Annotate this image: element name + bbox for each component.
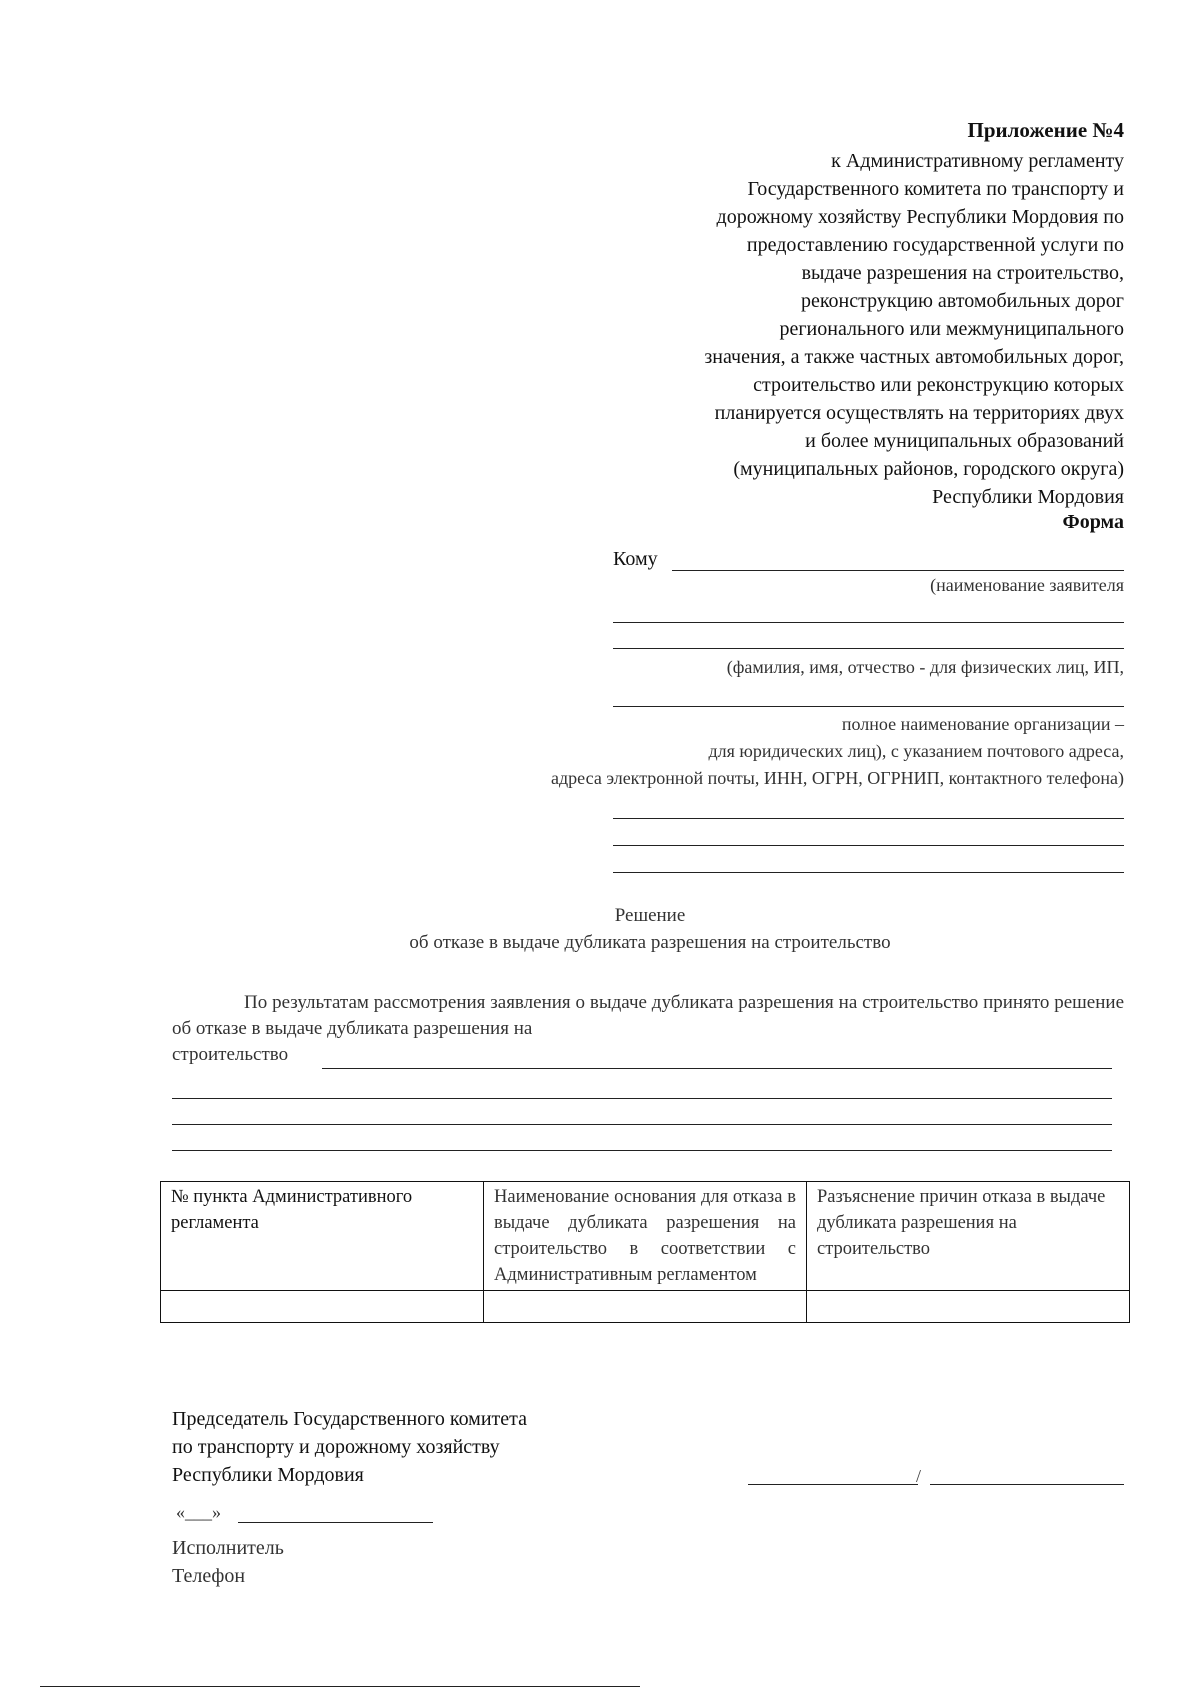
table-cell[interactable]	[161, 1291, 484, 1323]
footnote-separator	[40, 1686, 640, 1687]
signer-title-3: Республики Мордовия	[172, 1464, 364, 1486]
table-cell[interactable]	[807, 1291, 1130, 1323]
signer-title-1: Председатель Государственного комитета	[172, 1408, 528, 1430]
appendix-line: регионального или межмуниципального	[779, 318, 1124, 340]
appendix-line: реконструкцию автомобильных дорог	[800, 290, 1124, 312]
date-line	[238, 1522, 433, 1523]
decision-body-end: строительство	[172, 1044, 289, 1065]
decision-subtitle: об отказе в выдаче дубликата разрешения на строительство	[409, 932, 891, 953]
signature-line	[748, 1484, 918, 1485]
blank-line	[613, 706, 1124, 707]
appendix-line: строительство или реконструкцию которых	[753, 374, 1124, 396]
refusal-table	[160, 1181, 1130, 1323]
appendix-line: и более муниципальных образований	[805, 430, 1124, 452]
hint-org-2: для юридических лиц), с указанием почтового адреса,	[708, 741, 1124, 761]
recipient-label: Кому	[613, 548, 658, 570]
table-row	[161, 1291, 1130, 1323]
signer-title-2: по транспорту и дорожному хозяйству	[172, 1436, 500, 1458]
executor-label: Исполнитель	[172, 1537, 284, 1559]
appendix-title: Приложение №4	[967, 118, 1124, 142]
recipient-line	[672, 570, 1124, 571]
appendix-lines	[564, 147, 1124, 511]
blank-line	[613, 818, 1124, 819]
blank-line	[613, 872, 1124, 873]
blank-line	[613, 648, 1124, 649]
blank-line	[613, 622, 1124, 623]
form-label: Форма	[1062, 511, 1124, 533]
hint-org-3: адреса электронной почты, ИНН, ОГРН, ОГРНИП, контактного телефона)	[551, 768, 1124, 788]
header-refusal-explanation: Разъяснение причин отказа в выдаче дубликата разрешения на строительство	[807, 1182, 1130, 1291]
hint-person: (фамилия, имя, отчество - для физических лиц, ИП,	[726, 657, 1124, 677]
blank-line	[172, 1150, 1112, 1151]
decision-body: По результатам рассмотрения заявления о выдаче дубликата разрешения на строительство принято решение об отказе в выдаче дубликата разрешения на	[172, 992, 1124, 1039]
appendix-line: дорожному хозяйству Республики Мордовия по	[716, 206, 1124, 228]
header-clause-number: № пункта Административного регламента	[161, 1182, 484, 1291]
signature-block	[172, 1405, 527, 1489]
hint-applicant: (наименование заявителя	[930, 575, 1124, 595]
signature-separator: /	[916, 1466, 922, 1486]
appendix-line: Государственного комитета по транспорту и	[747, 178, 1124, 200]
appendix-line: к Административному регламенту	[831, 150, 1124, 172]
appendix-line: предоставлению государственной услуги по	[746, 234, 1124, 256]
table-cell[interactable]	[484, 1291, 807, 1323]
blank-line	[322, 1068, 1112, 1069]
header-refusal-ground: Наименование основания для отказа в выдаче дубликата разрешения на строительство в соответствии с Административным регламентом	[484, 1182, 807, 1291]
name-line	[930, 1484, 1124, 1485]
date-prefix: «___»	[176, 1502, 221, 1522]
phone-label: Телефон	[172, 1565, 246, 1587]
blank-line	[613, 845, 1124, 846]
decision-title: Решение	[614, 905, 686, 926]
hint-org-1: полное наименование организации –	[841, 714, 1124, 734]
table-header-row	[161, 1182, 1130, 1291]
appendix-line: планируется осуществлять на территориях двух	[714, 402, 1124, 424]
appendix-line: Республики Мордовия	[932, 486, 1124, 508]
appendix-line: значения, а также частных автомобильных дорог,	[704, 346, 1124, 368]
appendix-line: выдаче разрешения на строительство,	[801, 262, 1124, 284]
appendix-line: (муниципальных районов, городского округа)	[733, 458, 1124, 480]
appendix-block	[564, 118, 1124, 534]
blank-line	[172, 1098, 1112, 1099]
blank-line	[172, 1124, 1112, 1125]
